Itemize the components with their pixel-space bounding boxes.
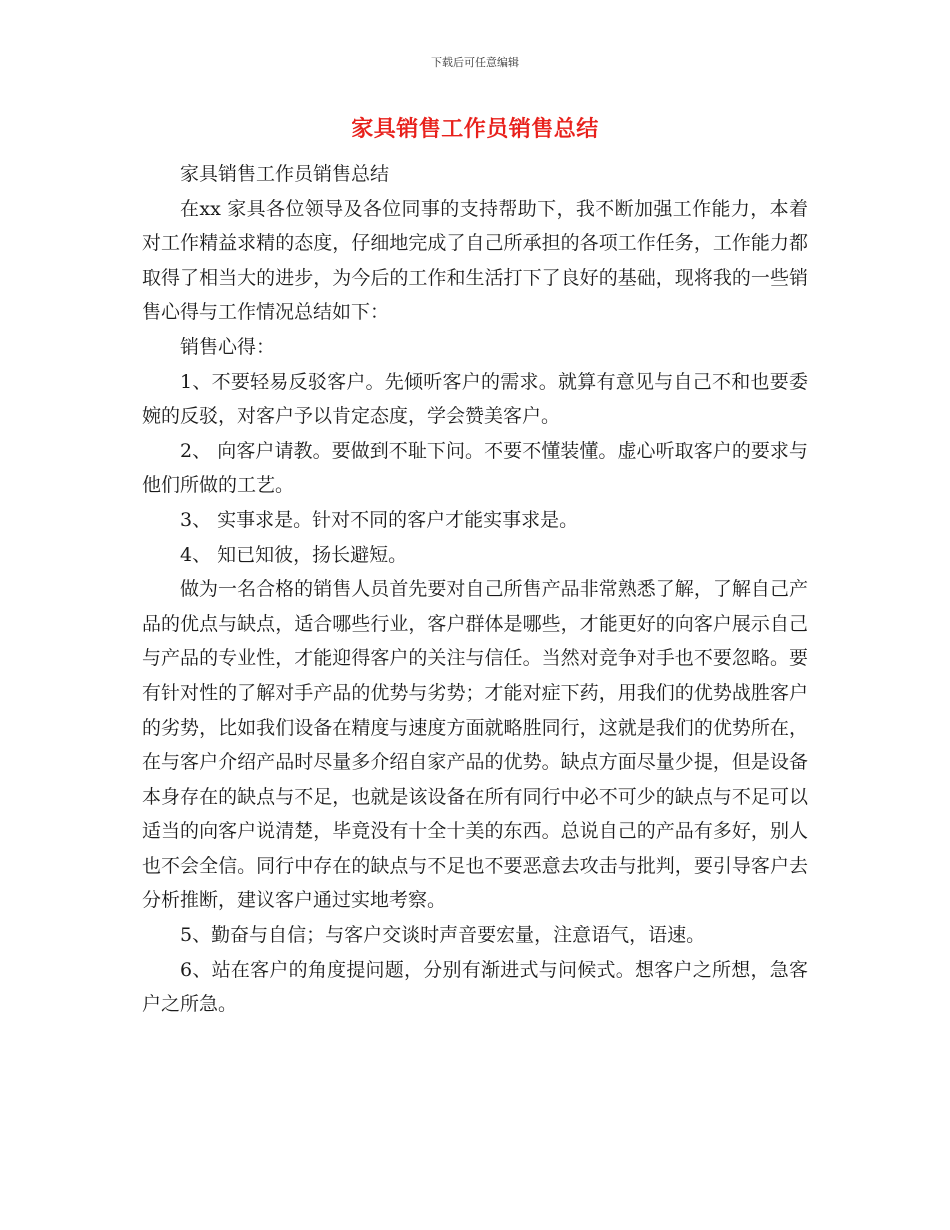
- document-body: [142, 157, 808, 1022]
- paragraph-intro: 在xx 家具各位领导及各位同事的支持帮助下，我不断加强工作能力，本着对工作精益求精的态度，仔细地完成了自己所承担的各项工作任务，工作能力都取得了相当大的进步，为今后的工作和生活打下了良好的基础，现将我的一些销售心得与工作情况总结如下：: [142, 197, 808, 324]
- document-title: 家具销售工作员销售总结: [351, 117, 599, 142]
- paragraph-item-4: 4、 知已知彼，扬长避短。: [180, 543, 408, 566]
- paragraph-item-3: 3、 实事求是。针对不同的客户才能实事求是。: [180, 508, 579, 531]
- paragraph-item-6: 6、站在客户的角度提问题，分别有渐进式与问候式。想客户之所想，急客户之所急。: [142, 958, 808, 1016]
- paragraph-item-5: 5、勤奋与自信；与客户交谈时声音要宏量，注意语气，语速。: [180, 924, 706, 947]
- paragraph-subtitle: 家具销售工作员销售总结: [180, 163, 390, 185]
- paragraph-section-heading: 销售心得：: [180, 335, 276, 358]
- paragraph-item-1: 1、不要轻易反驳客户。先倾听客户的需求。就算有意见与自己不和也要委婉的反驳，对客户予以肯定态度，学会赞美客户。: [142, 370, 808, 428]
- header-note: 下载后可任意编辑: [431, 56, 519, 69]
- paragraph-item-2: 2、 向客户请教。要做到不耻下问。不要不懂装懂。虚心听取客户的要求与他们所做的工艺。: [142, 439, 808, 497]
- paragraph-detail: 做为一名合格的销售人员首先要对自己所售产品非常熟悉了解，了解自己产品的优点与缺点，适合哪些行业，客户群体是哪些，才能更好的向客户展示自己与产品的专业性，才能迎得客户的关注与信任。当然对竞争对手也不要忽略。要有针对性的了解对手产品的优势与劣势；才能对症下药，用我们的优势战胜客户的劣势，比如我们设备在精度与速度方面就略胜同行，这就是我们的优势所在，在与客户介绍产品时尽量多介绍自家产品的优势。缺点方面尽量少提，但是设备本身存在的缺点与不足，也就是该设备在所有同行中必不可少的缺点与不足可以适当的向客户说清楚，毕竟没有十全十美的东西。总说自己的产品有多好，别人也不会全信。同行中存在的缺点与不足也不要恶意去攻击与批判，要引导客户去分析推断，建议客户通过实地考察。: [142, 578, 808, 912]
